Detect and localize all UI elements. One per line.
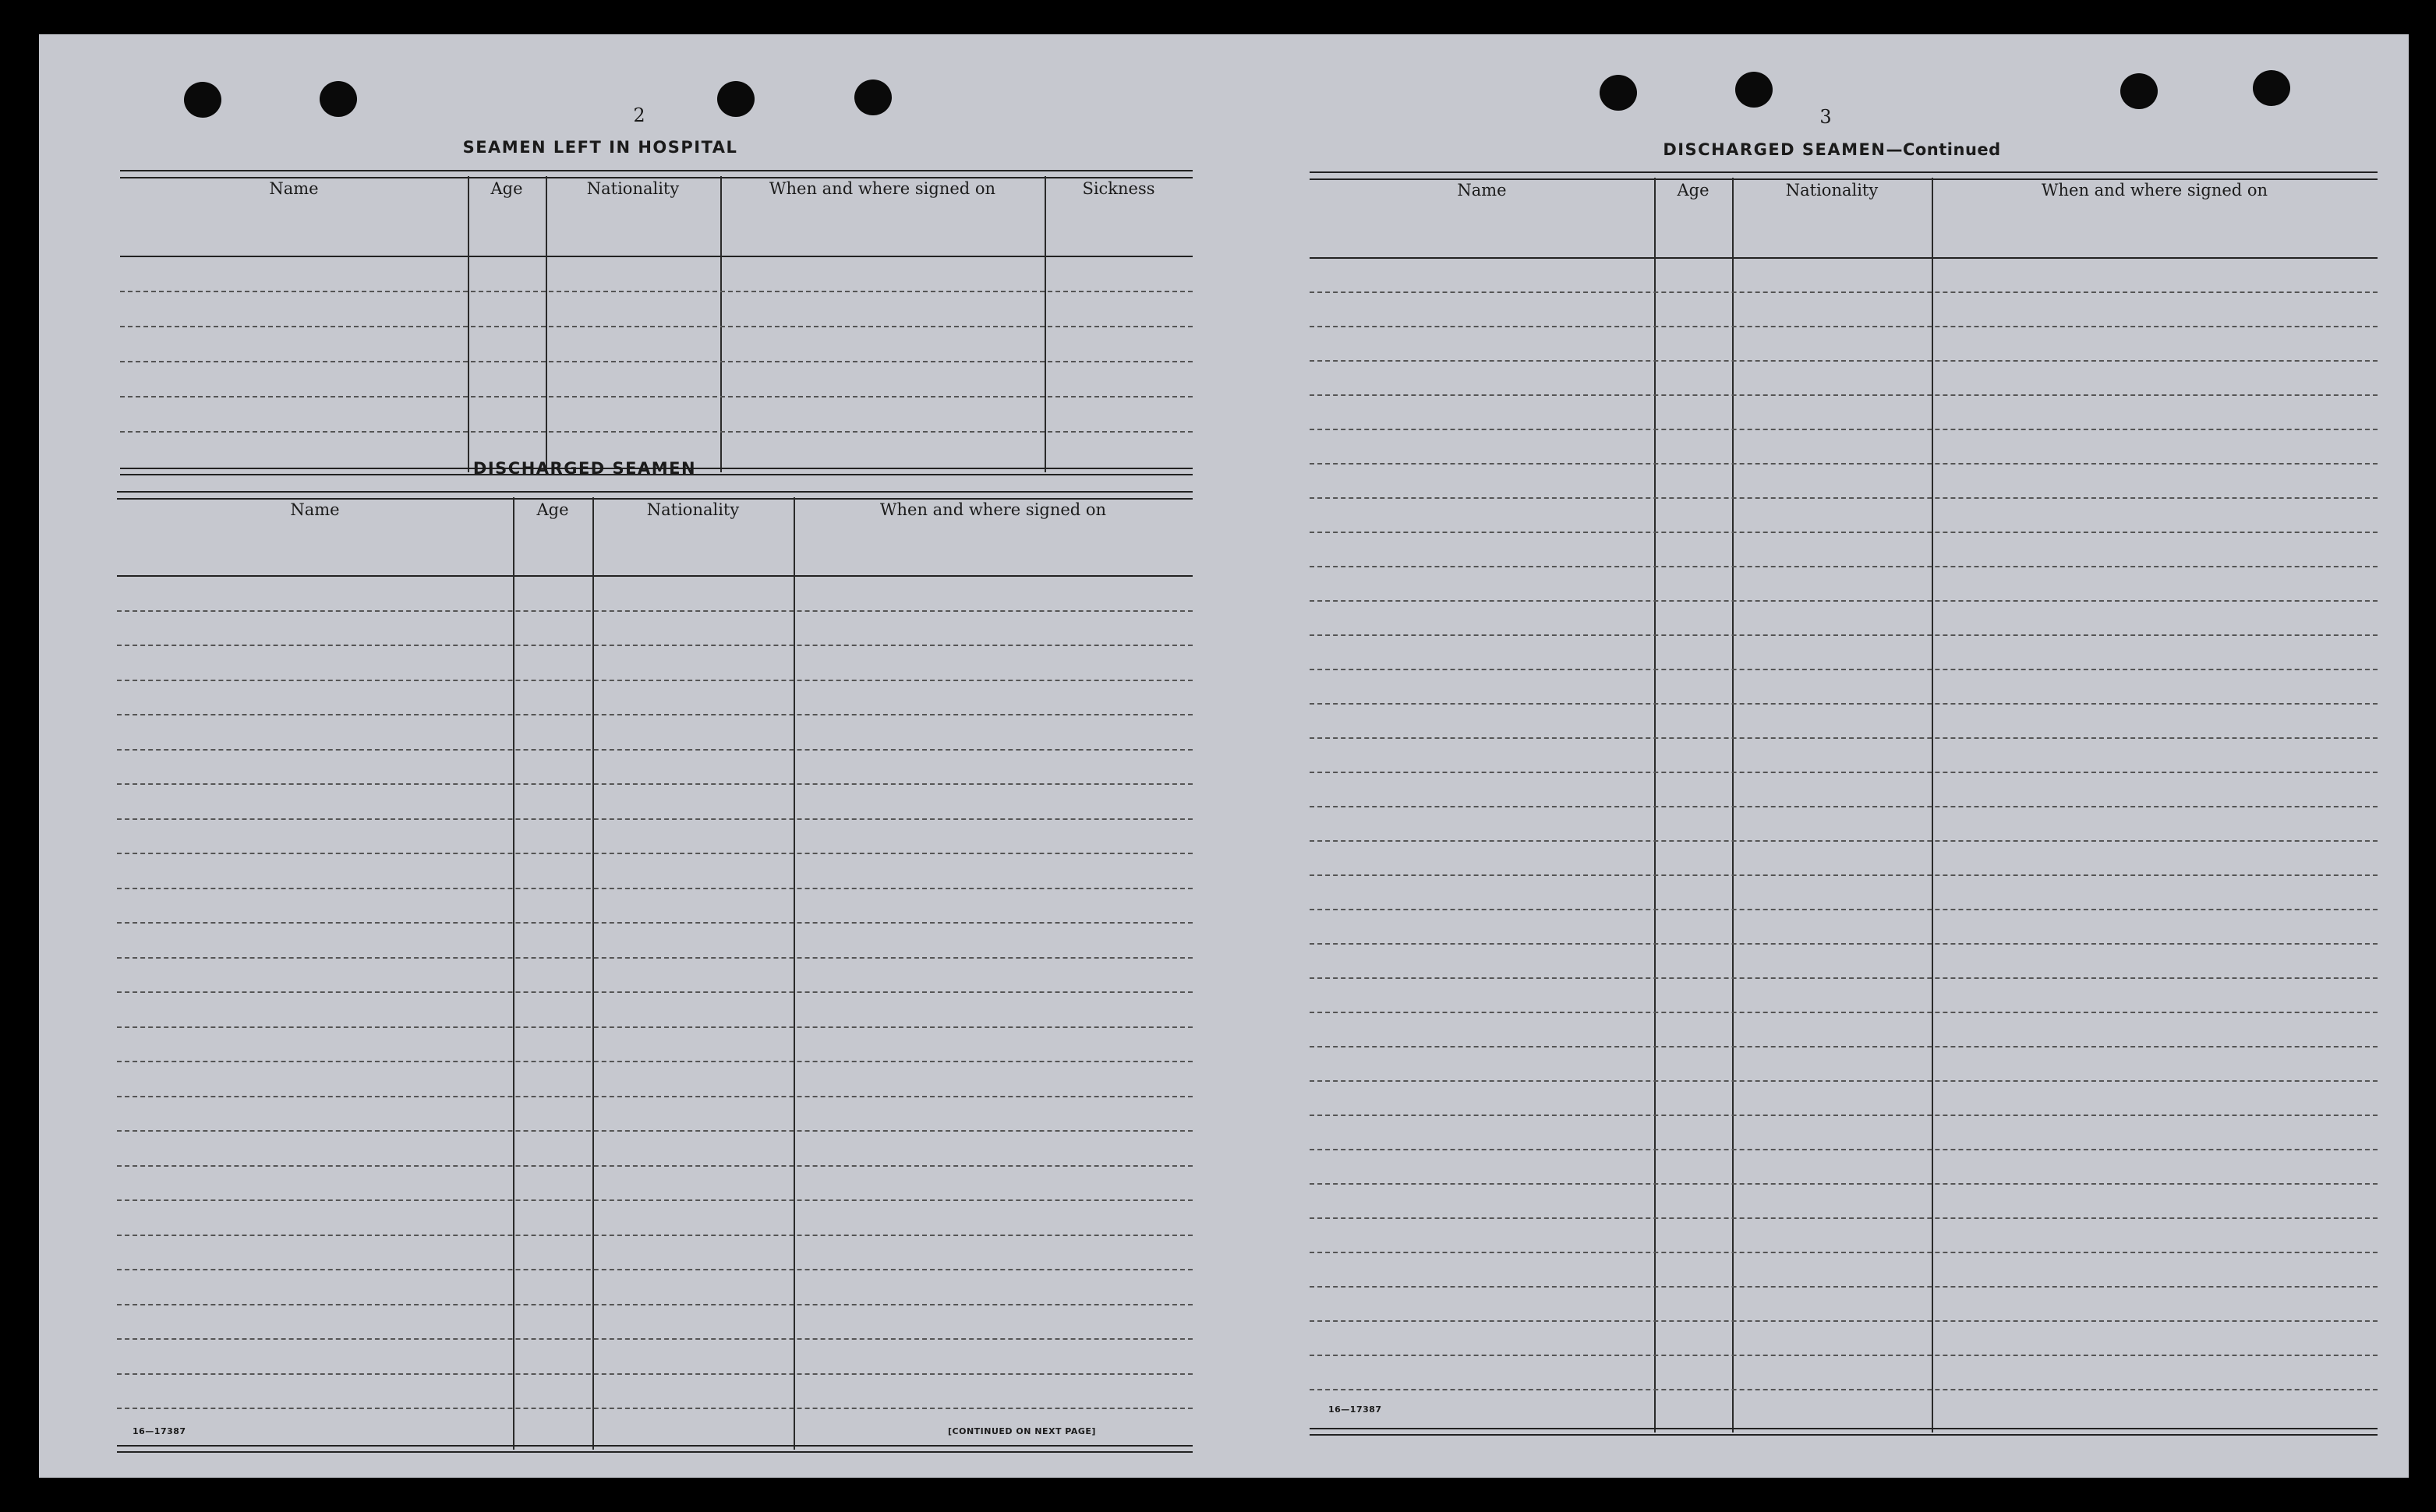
column-header: Age: [536, 500, 569, 519]
column-header: Sickness: [1082, 179, 1155, 198]
column-header: When and where signed on: [769, 179, 996, 198]
table-row-line: [1310, 1115, 2378, 1116]
table-row-line: [117, 853, 1193, 854]
table-row-line: [1310, 1183, 2378, 1185]
column-divider: [1654, 178, 1656, 1433]
table-row-line: [1310, 463, 2378, 465]
section-title-text: DISCHARGED SEAMEN: [1663, 140, 1886, 159]
form-number: 16—17387: [1328, 1404, 1382, 1415]
table-row-line: [1310, 669, 2378, 670]
table-row-line: [1310, 874, 2378, 876]
table-row-line: [1310, 943, 2378, 945]
column-divider: [1932, 178, 1933, 1433]
section-title-discharged-continued: [1559, 140, 2105, 159]
column-header: Name: [269, 179, 319, 198]
table-row-line: [117, 1165, 1193, 1167]
punch-hole: [2253, 70, 2290, 106]
table-row-line: [117, 1338, 1193, 1340]
punch-hole: [1735, 72, 1773, 108]
table-row-line: [117, 818, 1193, 820]
column-header: Name: [1457, 181, 1507, 200]
column-divider: [546, 176, 547, 472]
column-header: Age: [490, 179, 523, 198]
table-row-line: [1310, 772, 2378, 773]
column-header: Age: [1677, 181, 1709, 200]
table-row-line: [1310, 806, 2378, 807]
table-row-line: [1310, 977, 2378, 979]
form-sheet: [39, 34, 2409, 1478]
page-number: 3: [1819, 106, 1832, 128]
punch-hole: [1600, 75, 1637, 111]
table-row-line: [120, 431, 1193, 433]
table-row-line: [1310, 532, 2378, 533]
table-row-line: [117, 1408, 1193, 1409]
table-row-line: [117, 1096, 1193, 1097]
column-divider: [468, 176, 469, 472]
table-row-line: [120, 396, 1193, 397]
table-row-line: [1310, 1320, 2378, 1322]
punch-hole: [717, 81, 755, 117]
column-header: Nationality: [646, 500, 740, 519]
column-divider: [592, 497, 594, 1450]
table-row-line: [1310, 429, 2378, 430]
table-row-line: [1310, 1012, 2378, 1013]
table-row-line: [1310, 1217, 2378, 1219]
column-header: Nationality: [586, 179, 680, 198]
table-row-line: [1310, 1252, 2378, 1253]
table-row-line: [117, 1130, 1193, 1132]
column-header: When and where signed on: [2041, 181, 2268, 200]
section-title-discharged: DISCHARGED SEAMEN: [472, 459, 697, 478]
table-row-line: [120, 291, 1193, 292]
table-row-line: [1310, 497, 2378, 499]
column-header: When and where signed on: [879, 500, 1107, 519]
table-row-line: [1310, 1080, 2378, 1082]
header-rule: [117, 575, 1193, 577]
table-top-rule: [1310, 171, 2378, 180]
table-row-line: [117, 749, 1193, 751]
table-row-line: [1310, 1286, 2378, 1288]
table-row-line: [1310, 566, 2378, 567]
column-divider: [513, 497, 514, 1450]
punch-hole: [184, 82, 221, 118]
punch-hole: [2120, 73, 2158, 109]
discharged-table: [117, 491, 1193, 1451]
table-bottom-rule: [117, 1445, 1193, 1453]
table-row-line: [117, 1373, 1193, 1375]
table-row-line: [120, 326, 1193, 327]
table-bottom-rule: [1310, 1428, 2378, 1436]
header-rule: [1310, 257, 2378, 259]
table-row-line: [120, 361, 1193, 362]
punch-hole: [854, 79, 892, 115]
table-row-line: [117, 714, 1193, 715]
table-top-rule: [120, 170, 1193, 178]
table-row-line: [117, 1235, 1193, 1236]
table-row-line: [1310, 737, 2378, 739]
table-row-line: [117, 680, 1193, 681]
table-row-line: [1310, 1355, 2378, 1356]
table-row-line: [1310, 600, 2378, 602]
table-row-line: [117, 991, 1193, 993]
table-row-line: [117, 1199, 1193, 1201]
table-top-rule: [117, 491, 1193, 500]
table-row-line: [117, 783, 1193, 785]
table-row-line: [1310, 326, 2378, 327]
table-row-line: [1310, 291, 2378, 293]
table-row-line: [117, 1304, 1193, 1305]
page-number: 2: [633, 104, 645, 126]
column-divider: [1732, 178, 1734, 1433]
table-row-line: [1310, 703, 2378, 705]
form-number: 16—17387: [133, 1426, 186, 1436]
table-row-line: [1310, 634, 2378, 636]
table-row-line: [1310, 909, 2378, 910]
table-row-line: [117, 957, 1193, 959]
section-title-suffix: —Continued: [1886, 140, 2001, 159]
hospital-table: [120, 170, 1193, 474]
column-divider: [720, 176, 722, 472]
punch-hole: [320, 81, 357, 117]
table-row-line: [117, 645, 1193, 646]
header-rule: [120, 256, 1193, 257]
table-row-line: [117, 1061, 1193, 1062]
table-row-line: [117, 610, 1193, 612]
table-row-line: [1310, 360, 2378, 362]
table-row-line: [117, 1269, 1193, 1270]
table-row-line: [1310, 1046, 2378, 1047]
continued-note: [CONTINUED ON NEXT PAGE]: [948, 1426, 1096, 1436]
table-row-line: [1310, 394, 2378, 396]
table-row-line: [117, 922, 1193, 924]
table-row-line: [1310, 1149, 2378, 1150]
section-title-hospital: SEAMEN LEFT IN HOSPITAL: [462, 138, 738, 157]
table-row-line: [117, 888, 1193, 889]
column-header: Name: [290, 500, 340, 519]
table-row-line: [1310, 1389, 2378, 1390]
table-row-line: [117, 1026, 1193, 1028]
discharged-continued-table: [1310, 171, 2378, 1434]
column-header: Nationality: [1785, 181, 1879, 200]
table-row-line: [1310, 840, 2378, 842]
column-divider: [1045, 176, 1046, 472]
column-divider: [794, 497, 795, 1450]
